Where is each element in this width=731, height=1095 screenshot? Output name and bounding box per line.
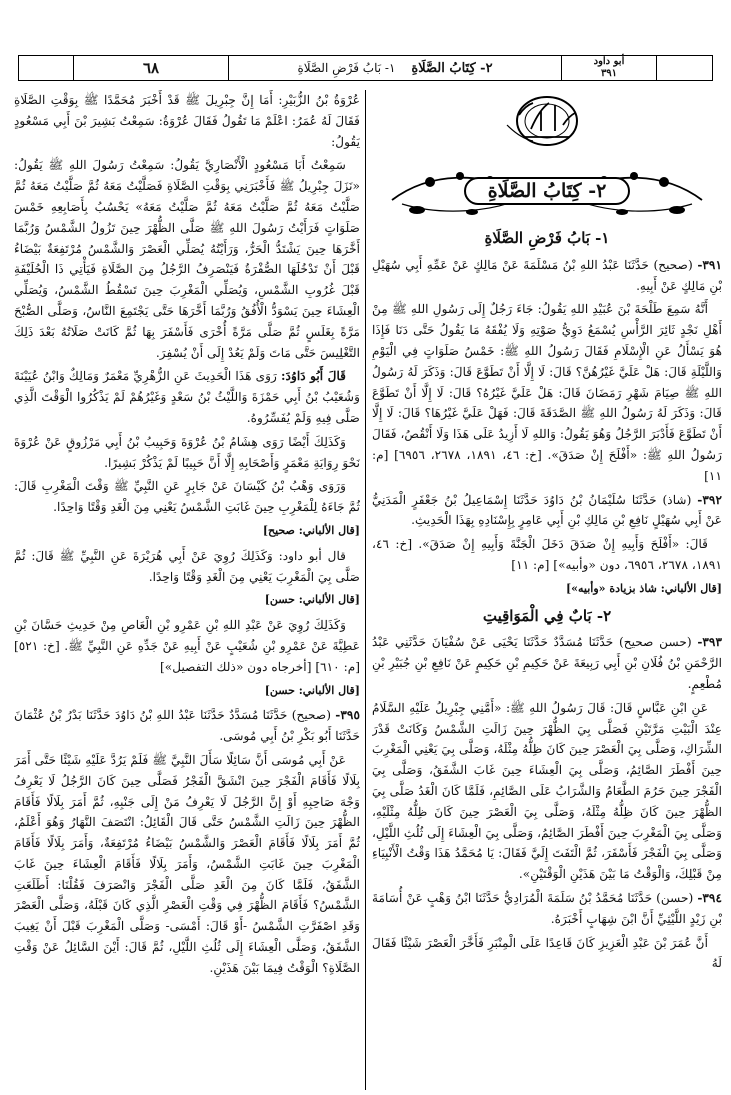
- header-blank-left: [19, 56, 74, 80]
- paragraph: وَكَذَلِكَ أَيْضًا رَوَى هِشَامُ بْنُ عُرْوَةَ وَحَبِيبُ بْنُ أَبِي مَرْزُوقٍ عَنْ عُرْوَةَ نَحْوَ رِوَايَةِ مَعْمَرٍ وَأَصْحَابِهِ إِلَّا أَنَّ حَبِيبًا لَمْ يَذْكُرْ بَشِيرًا.: [14, 434, 360, 470]
- hadith-391-matn: أَنَّهُ سَمِعَ طَلْحَةَ بْنَ عُبَيْدِ اللهِ يَقُولُ: جَاءَ رَجُلٌ إِلَى رَسُولِ اللهِ ﷺ مِنْ أَهْلِ نَجْدٍ ثَائِرَ الرَّأْسِ يُسْمَعُ دَوِيُّ صَوْتِهِ وَلَا يُفْقَهُ مَا يَقُولُ حَتَّى دَنَا فَإِذَا هُوَ يَسْأَلُ عَنِ الْإِسْلَامِ فَقَالَ رَسُولُ اللهِ ﷺ: خَمْسُ صَلَوَاتٍ فِي الْيَوْمِ وَاللَّيْلَةِ قَالَ: هَلْ عَلَيَّ غَيْرُهُنَّ؟ قَالَ: لَا إِلَّا أَنْ تَطَوَّعَ قَالَ: وَذَكَرَ لَهُ رَسُولُ اللهِ ﷺ صِيَامَ شَهْرِ رَمَضَانَ قَالَ: هَلْ عَلَيَّ غَيْرُهُ؟ قَالَ: لَا إِلَّا أَنْ تَطَوَّعَ قَالَ: وَذَكَرَ لَهُ رَسُولُ اللهِ ﷺ الصَّدَقَةَ قَالَ: فَهَلْ عَلَيَّ غَيْرُهَا؟ قَالَ: لَا إِلَّا أَنْ تَطَوَّعَ فَأَدْبَرَ الرَّجُلُ وَهُوَ يَقُولُ: وَاللهِ لَا أَزِيدُ عَلَى هَذَا وَلَا أَنْقُصُ، فَقَالَ رَسُولُ اللهِ ﷺ: «أَفْلَحَ إِنْ صَدَقَ». [خ: ٤٦، ١٨٩١، ٢٦٧٨، ٦٩٥٦] [م: ١١]: [372, 302, 722, 483]
- paragraph: عُرْوَةُ بْنُ الزُّبَيْرِ: أَمَا إِنَّ جِبْرِيلَ ﷺ قَدْ أَخْبَرَ مُحَمَّدًا ﷺ بِوَقْتِ الصَّلَاةِ فَقَالَ لَهُ عُمَرُ: اعْلَمْ مَا تَقُولُ فَقَالَ عُرْوَةُ: سَمِعْتُ بَشِيرَ بْنَ أَبِي مَسْعُودٍ يَقُولُ:: [14, 93, 360, 149]
- paragraph: سَمِعْتُ أَبَا مَسْعُودٍ الْأَنْصَارِيَّ يَقُولُ: سَمِعْتُ رَسُولَ اللهِ ﷺ يَقُولُ: «نَزَلَ جِبْرِيلُ ﷺ فَأَخْبَرَنِي بِوَقْتِ الصَّلَاةِ فَصَلَّيْتُ مَعَهُ ثُمَّ صَلَّيْتُ مَعَهُ ثُمَّ صَلَّيْتُ مَعَهُ ثُمَّ صَلَّيْتُ مَعَهُ ثُمَّ صَلَّيْتُ مَعَهُ» يَحْسُبُ بِأَصَابِعِهِ خَمْسَ صَلَوَاتٍ فَرَأَيْتُ رَسُولَ اللهِ ﷺ صَلَّى الظُّهْرَ حِينَ تَزُولُ الشَّمْسُ وَرُبَّمَا أَخَّرَهَا حِينَ يَشْتَدُّ الْحَرُّ، وَرَأَيْتُهُ يُصَلِّي الْعَصْرَ وَالشَّمْسُ مُرْتَفِعَةٌ بَيْضَاءُ قَبْلَ أَنْ تَدْخُلَهَا الصُّفْرَةُ فَيَنْصَرِفُ الرَّجُلُ مِنَ الصَّلَاةِ فَيَأْتِي ذَا الْحُلَيْفَةِ قَبْلَ غُرُوبِ الشَّمْسِ، وَيُصَلِّي الْمَغْرِبَ حِينَ تَسْقُطُ الشَّمْسُ، وَيُصَلِّي الْعِشَاءَ حِينَ يَسْوَدُّ الْأُفُقُ وَرُبَّمَا أَخَّرَهَا حَتَّى يَجْتَمِعَ النَّاسُ، وَصَلَّى الصُّبْحَ مَرَّةً بِغَلَسٍ ثُمَّ صَلَّى مَرَّةً أُخْرَى فَأَسْفَرَ بِهَا ثُمَّ كَانَتْ صَلَاتُهُ بَعْدَ ذَلِكَ التَّغْلِيسَ حَتَّى مَاتَ وَلَمْ يَعُدْ إِلَى أَنْ يُسْفِرَ.: [14, 158, 360, 360]
- book-reference: [562, 56, 657, 80]
- column-divider: [365, 90, 366, 1090]
- left-column: [14, 90, 360, 1090]
- page-header: [18, 55, 713, 81]
- hadith-391-isnad: ٣٩١- (صحيح) حَدَّثَنَا عَبْدُ اللهِ بْنُ مَسْلَمَةَ عَنْ مَالِكٍ عَنْ عَمِّهِ أَبِي سُهَيْلِ بْنِ مَالِكٍ عَنْ أَبِيهِ.: [372, 257, 722, 293]
- hadith-number: ٣٩٢-: [697, 492, 722, 507]
- hadith-392-isnad: ٣٩٢- (شاذ) حَدَّثَنَا سُلَيْمَانُ بْنُ دَاوُدَ حَدَّثَنَا إِسْمَاعِيلُ بْنُ جَعْفَرٍ الْمَدَنِيُّ عَنْ أَبِي سُهَيْلٍ نَافِعِ بْنِ مَالِكِ بْنِ أَبِي عَامِرٍ بِإِسْنَادِهِ بِهَذَا الْحَدِيثِ.: [372, 492, 722, 528]
- chapter-title: ١- بَابُ فَرْضِ الصَّلَاةِ: [297, 61, 396, 75]
- hadith-number: ٣٩١-: [697, 257, 722, 272]
- basmala-ornament: [372, 90, 722, 156]
- hadith-number: ٣٩٤-: [697, 890, 722, 905]
- paragraph: قال أبو داود: وَكَذَلِكَ رُوِيَ عَنْ أَبِي هُرَيْرَةَ عَنِ النَّبِيِّ ﷺ قَالَ: ثُمَّ صَلَّى بِيَ الْمَغْرِبَ يَعْنِي مِنَ الْغَدِ وَقْتًا وَاحِدًا.: [14, 548, 360, 584]
- book-title: ٢- كِتَابُ الصَّلَاةِ: [411, 60, 493, 76]
- hadith-394-matn: أَنَّ عُمَرَ بْنَ عَبْدِ الْعَزِيزِ كَانَ قَاعِدًا عَلَى الْمِنْبَرِ فَأَخَّرَ الْعَصْرَ شَيْئًا فَقَالَ لَهُ: [372, 935, 722, 971]
- page-number: ٦٨: [74, 56, 229, 80]
- header-blank-right: [657, 56, 712, 80]
- hadith-number: ٣٩٥-: [335, 708, 360, 723]
- hadith-392-matn: قَالَ: «أَفْلَحَ وَأَبِيهِ إِنْ صَدَقَ دَخَلَ الْجَنَّةَ وَأَبِيهِ إِنْ صَدَقَ». [خ: ٤٦، ١٨٩١، ٢٦٧٨، ٦٩٥٦، دون «وأبيه»] [م: ١١]: [372, 537, 722, 572]
- hadith-393-isnad: ٣٩٣- (حسن صحيح) حَدَّثَنَا مُسَدَّدٌ حَدَّثَنَا يَحْيَى عَنْ سُفْيَانَ حَدَّثَنِي عَبْدُ الرَّحْمَنِ بْنُ فُلَانِ بْنِ أَبِي رَبِيعَةَ عَنْ حَكِيمِ بْنِ حَكِيمٍ عَنْ نَافِعِ بْنِ جُبَيْرِ بْنِ مُطْعِمٍ.: [372, 635, 722, 691]
- paragraph: وَرَوَى وَهْبُ بْنُ كَيْسَانَ عَنْ جَابِرٍ عَنِ النَّبِيِّ ﷺ وَقْتَ الْمَغْرِبِ قَالَ: ثُمَّ جَاءَهُ لِلْمَغْرِبِ حِينَ غَابَتِ الشَّمْسُ يَعْنِي مِنَ الْغَدِ وَقْتًا وَاحِدًا.: [14, 479, 360, 515]
- hadith-395-matn: عَنْ أَبِي مُوسَى أَنَّ سَائِلًا سَأَلَ النَّبِيَّ ﷺ فَلَمْ يَرُدَّ عَلَيْهِ شَيْئًا حَتَّى أَمَرَ بِلَالًا فَأَقَامَ الْفَجْرَ حِينَ انْشَقَّ الْفَجْرُ فَصَلَّى حِينَ كَانَ الرَّجُلُ لَا يَعْرِفُ وَجْهَ صَاحِبِهِ أَوْ إِنَّ الرَّجُلَ لَا يَعْرِفُ مَنْ إِلَى جَنْبِهِ، ثُمَّ أَمَرَ بِلَالًا فَأَقَامَ الظُّهْرَ حِينَ زَالَتِ الشَّمْسُ حَتَّى قَالَ الْقَائِلُ: انْتَصَفَ النَّهَارُ وَهُوَ أَعْلَمُ، ثُمَّ أَمَرَ بِلَالًا فَأَقَامَ الْعَصْرَ وَالشَّمْسُ بَيْضَاءُ مُرْتَفِعَةٌ، وَأَمَرَ بِلَالًا فَأَقَامَ الْمَغْرِبَ حِينَ غَابَتِ الشَّمْسُ، وَأَمَرَ بِلَالًا فَأَقَامَ الْعِشَاءَ حِينَ غَابَ الشَّفَقُ، فَلَمَّا كَانَ مِنَ الْغَدِ صَلَّى الْفَجْرَ وَانْصَرَفَ فَقُلْنَا: أَطَلَعَتِ الشَّمْسُ؟ فَأَقَامَ الظُّهْرَ فِي وَقْتِ الْعَصْرِ الَّذِي كَانَ قَبْلَهُ، وَصَلَّى الْعَصْرَ وَقَدِ اصْفَرَّتِ الشَّمْسُ -أَوْ قَالَ: أَمْسَى- وَصَلَّى الْمَغْرِبَ قَبْلَ أَنْ يَغِيبَ الشَّفَقُ، وَصَلَّى الْعِشَاءَ إِلَى ثُلُثِ اللَّيْلِ، ثُمَّ قَالَ: أَيْنَ السَّائِلُ عَنْ وَقْتِ الصَّلَاةِ؟ الْوَقْتُ فِيمَا بَيْنَ هَذَيْنِ.: [14, 752, 360, 975]
- hadith-range: ٣٩١: [600, 68, 618, 79]
- hadith-393-matn: عَنِ ابْنِ عَبَّاسٍ قَالَ: قَالَ رَسُولُ اللهِ ﷺ: «أَمَّنِي جِبْرِيلُ عَلَيْهِ السَّلَامُ عِنْدَ الْبَيْتِ مَرَّتَيْنِ فَصَلَّى بِيَ الظُّهْرَ حِينَ زَالَتِ الشَّمْسُ وَكَانَتْ قَدْرَ الشِّرَاكِ، وَصَلَّى بِيَ الْعَصْرَ حِينَ كَانَ ظِلُّهُ مِثْلَهُ، وَصَلَّى بِيَ يَعْنِي الْمَغْرِبَ حِينَ أَفْطَرَ الصَّائِمُ، وَصَلَّى بِيَ الْعِشَاءَ حِينَ غَابَ الشَّفَقُ، وَصَلَّى بِيَ الْفَجْرَ حِينَ حَرُمَ الطَّعَامُ وَالشَّرَابُ عَلَى الصَّائِمِ، فَلَمَّا كَانَ الْغَدُ صَلَّى بِيَ الظُّهْرَ حِينَ كَانَ ظِلُّهُ مِثْلَهُ، وَصَلَّى بِيَ الْعَصْرَ حِينَ كَانَ ظِلُّهُ مِثْلَيْهِ، وَصَلَّى بِيَ الْمَغْرِبَ حِينَ أَفْطَرَ الصَّائِمُ، وَصَلَّى بِيَ الْعِشَاءَ إِلَى ثُلُثِ اللَّيْلِ، وَصَلَّى بِيَ الْفَجْرَ فَأَسْفَرَ، ثُمَّ الْتَفَتَ إِلَيَّ فَقَالَ: يَا مُحَمَّدُ هَذَا وَقْتُ الْأَنْبِيَاءِ مِنْ قَبْلِكَ، وَالْوَقْتُ مَا بَيْنَ هَذَيْنِ الْوَقْتَيْنِ».: [372, 700, 722, 882]
- albani-grade: [قال الألباني: شاذ بزيادة «وأبيه»]: [565, 581, 722, 595]
- hadith-394-isnad: ٣٩٤- (حسن) حَدَّثَنَا مُحَمَّدُ بْنُ سَلَمَةَ الْمُرَادِيُّ حَدَّثَنَا ابْنُ وَهْبٍ عَنْ أُسَامَةَ بْنِ زَيْدٍ اللَّيْثِيِّ أَنَّ ابْنَ شِهَابٍ أَخْبَرَهُ.: [372, 890, 722, 926]
- running-title: [229, 56, 562, 80]
- albani-grade: [قال الألباني: حسن]: [264, 683, 360, 697]
- right-column: [372, 90, 722, 1090]
- chapter-heading-1: ١- بَابُ فَرْضِ الصَّلَاةِ: [484, 229, 610, 247]
- albani-grade: [قال الألباني: صحيح]: [262, 523, 360, 537]
- hadith-number: ٣٩٣-: [697, 635, 722, 650]
- paragraph: قَالَ أَبُو دَاوُدَ: رَوَى هَذَا الْحَدِيثَ عَنِ الزُّهْرِيِّ مَعْمَرٌ وَمَالِكٌ وَابْنُ عُيَيْنَةَ وَشُعَيْبُ بْنُ أَبِي حَمْزَةَ وَاللَّيْثُ بْنُ سَعْدٍ وَغَيْرُهُمْ لَمْ يَذْكُرُوا الْوَقْتَ الَّذِي صَلَّى فِيهِ وَلَمْ يُفَسِّرُوهُ.: [14, 369, 360, 425]
- albani-grade: [قال الألباني: حسن]: [264, 593, 360, 607]
- chapter-heading-2: ٢- بَابٌ فِي الْمَوَاقِيتِ: [482, 606, 612, 625]
- basmala-calligraphy-icon: [497, 90, 597, 155]
- book-name: أبو داود: [593, 56, 625, 67]
- paragraph: وَكَذَلِكَ رُوِيَ عَنْ عَبْدِ اللهِ بْنِ عَمْرِو بْنِ الْعَاصِ مِنْ حَدِيثِ حَسَّانَ بْنِ عَطِيَّةَ عَنْ عَمْرِو بْنِ شُعَيْبٍ عَنْ أَبِيهِ عَنْ جَدِّهِ عَنِ النَّبِيِّ ﷺ. [خ: ٥٢١] [م: ٦١٠] [أخرجاه دون «ذلك التفصيل»]: [14, 618, 360, 674]
- book-banner-title: ٢- كِتَابُ الصَّلَاةِ: [464, 177, 631, 206]
- book-banner: [372, 160, 722, 222]
- hadith-395-isnad: ٣٩٥- (صحيح) حَدَّثَنَا مُسَدَّدٌ حَدَّثَنَا عَبْدُ اللهِ بْنُ دَاوُدَ حَدَّثَنَا بَدْرُ بْنُ عُثْمَانَ حَدَّثَنَا أَبُو بَكْرِ بْنُ أَبِي مُوسَى.: [14, 708, 360, 744]
